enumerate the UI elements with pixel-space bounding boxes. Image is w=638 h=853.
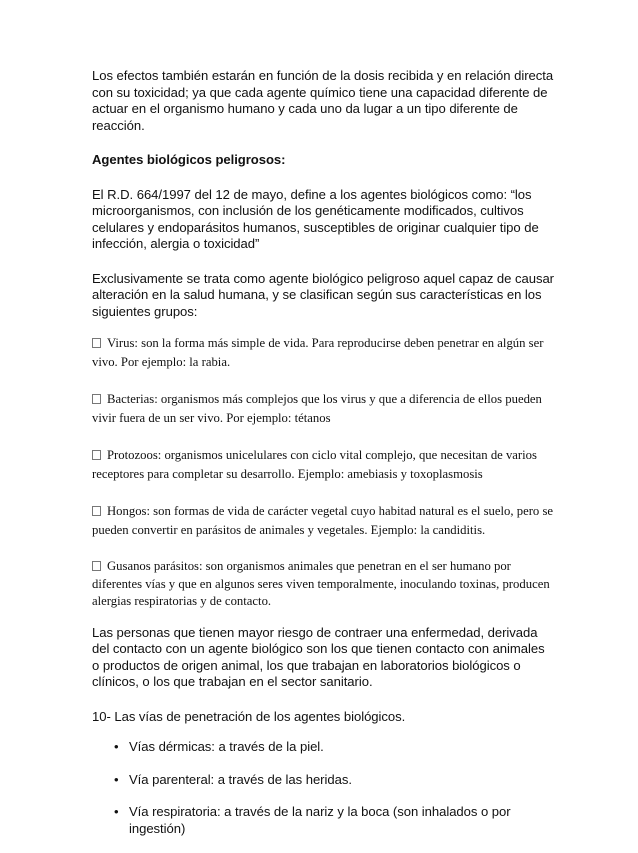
group-item-protozoa xyxy=(92,446,554,484)
paragraph-intro: Los efectos también estarán en función de la dosis recibida y en relación directa con su toxicidad; ya que cada agente químico tiene una capacidad diferente de actuar en el organismo humano y cada uno da lugar a un tipo diferente de reacción. xyxy=(92,68,554,133)
group-item-text: Protozoos: organismos unicelulares con ciclo vital complejo, que necesitan de varios receptores para completar su desarrollo. Ejemplo: amebiasis y toxoplasmosis xyxy=(92,448,537,481)
paragraph-risk-groups: Las personas que tienen mayor riesgo de contraer una enfermedad, derivada del contacto con un agente biológico son los que tienen contacto con animales o productos de origen animal, los que trabajan en laboratorios biológicos o clínicos, o los que trabajan en el sector sanitario. xyxy=(92,624,545,689)
bullet-icon: • xyxy=(114,771,119,787)
group-item-virus xyxy=(92,334,554,372)
document-body xyxy=(92,68,554,853)
group-item-fungi xyxy=(92,502,554,540)
paragraph-classification: Exclusivamente se trata como agente biológico peligroso aquel capaz de causar alteración en la salud humana, y se clasifican según sus características en los siguientes grupos: xyxy=(92,270,554,319)
heading-penetration-routes: 10- Las vías de penetración de los agentes biológicos. xyxy=(92,708,406,724)
group-item-parasitic-worms xyxy=(92,558,554,611)
group-item-text: Gusanos parásitos: son organismos animales que penetran en el ser humano por diferentes vías y que en algunos seres viven temporalmente, inoculando toxinas, producen alergias respiratorias y de contacto. xyxy=(92,559,550,608)
routes-list xyxy=(92,739,554,837)
route-text: Vías dérmicas: a través de la piel. xyxy=(129,739,324,754)
list-item xyxy=(92,804,554,837)
group-item-text: Hongos: son formas de vida de carácter vegetal cuyo habitad natural es el suelo, pero se pueden convertir en parásitos de animales y vegetales. Ejemplo: la candiditis. xyxy=(92,504,554,537)
group-item-text: Bacterias: organismos más complejos que los virus y que a diferencia de ellos pueden vivir fuera de un ser vivo. Por ejemplo: tétanos xyxy=(92,392,542,425)
missing-glyph-icon xyxy=(92,450,101,460)
missing-glyph-icon xyxy=(92,394,101,404)
route-text: Vía parenteral: a través de las heridas. xyxy=(129,771,352,787)
route-text: Vía respiratoria: a través de la nariz y la boca (son inhalados o por ingestión) xyxy=(129,804,511,836)
group-item-text: Virus: son la forma más simple de vida. Para reproducirse deben penetrar en algún ser vivo. Por ejemplo: la rabia. xyxy=(92,336,544,369)
bullet-icon: • xyxy=(114,804,119,819)
bullet-icon: • xyxy=(114,739,119,754)
list-item xyxy=(92,772,554,789)
missing-glyph-icon xyxy=(92,338,101,348)
missing-glyph-icon xyxy=(92,561,101,571)
group-item-bacteria xyxy=(92,390,554,428)
heading-biological-agents: Agentes biológicos peligrosos: xyxy=(92,152,286,167)
list-item xyxy=(92,739,554,756)
missing-glyph-icon xyxy=(92,506,101,516)
paragraph-rd-definition: El R.D. 664/1997 del 12 de mayo, define a los agentes biológicos como: “los microorganismos, con inclusión de los genéticamente modificados, cultivos celulares y endoparásitos humanos, susceptibles de originar cualquier tipo de infección, alergia o toxicidad” xyxy=(92,186,539,251)
